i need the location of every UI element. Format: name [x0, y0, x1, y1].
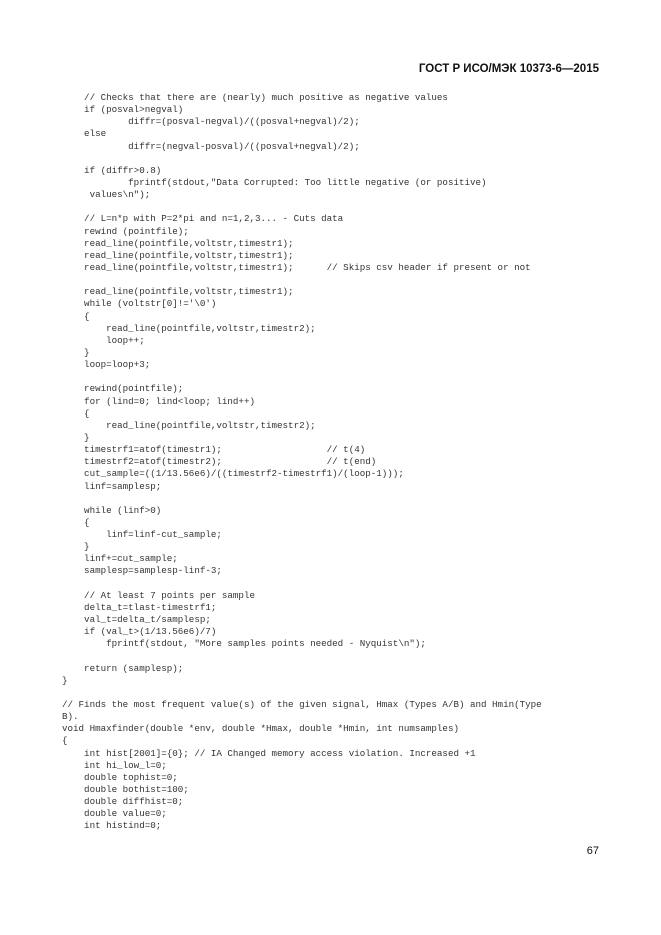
code-line: delta_t=tlast-timestrf1; [62, 601, 217, 613]
code-line: int hist[2001]={0}; // IA Changed memory access violation. Increased +1 [62, 747, 476, 759]
code-line: if (posval>negval) [62, 104, 184, 116]
code-line: int histind=0; [62, 820, 162, 832]
code-line: // At least 7 points per sample [62, 589, 255, 601]
code-line: { [62, 735, 68, 747]
code-line: samplesp=samplesp-linf-3; [62, 565, 222, 577]
page-number: 67 [586, 845, 599, 857]
code-line [62, 493, 607, 505]
code-line [62, 274, 607, 286]
code-line: double tophist=0; [62, 771, 178, 783]
code-line: loop=loop+3; [62, 359, 151, 371]
code-line [62, 687, 607, 699]
code-line: rewind(pointfile); [62, 383, 184, 395]
code-line [62, 650, 607, 662]
code-line: while (linf>0) [62, 504, 162, 516]
code-line: linf=linf-cut_sample; [62, 529, 222, 541]
code-line: values\n"); [62, 189, 151, 201]
code-line: linf=samplesp; [62, 480, 162, 492]
code-line: } [62, 541, 90, 553]
code-line: timestrf2=atof(timestr2); // t(end) [62, 456, 377, 468]
code-line: double value=0; [62, 808, 167, 820]
code-line: linf+=cut_sample; [62, 553, 178, 565]
code-line: fprintf(stdout, "More samples points needed - Nyquist\n"); [62, 638, 426, 650]
code-line: B). [62, 711, 79, 723]
code-line: diffr=(negval-posval)/((posval+negval)/2); [62, 140, 360, 152]
code-line: // Checks that there are (nearly) much positive as negative values [62, 92, 448, 103]
code-line: // Finds the most frequent value(s) of the given signal, Hmax (Types A/B) and Hmin(Type [62, 699, 542, 711]
code-line: cut_sample=((1/13.56e6)/((timestrf2-timestrf1)/(loop-1))); [62, 468, 404, 480]
code-line: void Hmaxfinder(double *env, double *Hmax, double *Hmin, int numsamples) [62, 723, 459, 735]
code-line: } [62, 346, 90, 358]
code-line [62, 578, 607, 590]
code-line: val_t=delta_t/samplesp; [62, 614, 211, 626]
code-line: else [62, 128, 107, 140]
code-line: int hi_low_l=0; [62, 759, 167, 771]
code-line: if (val_t>(1/13.56e6)/7) [62, 626, 217, 638]
code-line: if (diffr>0.8) [62, 164, 162, 176]
code-line: while (voltstr[0]!='\0') [62, 298, 217, 310]
code-line: read_line(pointfile,voltstr,timestr1); [62, 237, 294, 249]
code-line: for (lind=0; lind<loop; lind++) [62, 395, 255, 407]
code-line: fprintf(stdout,"Data Corrupted: Too little negative (or positive) [62, 176, 487, 188]
code-line: timestrf1=atof(timestr1); // t(4) [62, 444, 366, 456]
code-line: { [62, 310, 90, 322]
code-line: read_line(pointfile,voltstr,timestr1); // Skips csv header if present or not [62, 261, 531, 273]
code-line: double bothist=100; [62, 784, 189, 796]
code-line: read_line(pointfile,voltstr,timestr2); [62, 322, 316, 334]
code-listing [62, 92, 607, 833]
code-line: read_line(pointfile,voltstr,timestr1); [62, 286, 294, 298]
code-line [62, 371, 607, 383]
code-line: } [62, 674, 68, 686]
code-line [62, 201, 607, 213]
code-line: rewind (pointfile); [62, 225, 189, 237]
code-line: double diffhist=0; [62, 796, 184, 808]
code-line: { [62, 407, 90, 419]
code-line: diffr=(posval-negval)/((posval+negval)/2); [62, 116, 360, 128]
code-line: // L=n*p with P=2*pi and n=1,2,3... - Cuts data [62, 213, 344, 225]
code-line: read_line(pointfile,voltstr,timestr1); [62, 249, 294, 261]
code-line: { [62, 516, 90, 528]
code-line: } [62, 431, 90, 443]
document-standard-header: ГОСТ Р ИСО/МЭК 10373-6—2015 [418, 63, 599, 75]
code-line: return (samplesp); [62, 662, 184, 674]
code-line: read_line(pointfile,voltstr,timestr2); [62, 419, 316, 431]
code-line: loop++; [62, 334, 145, 346]
code-line [62, 153, 607, 165]
